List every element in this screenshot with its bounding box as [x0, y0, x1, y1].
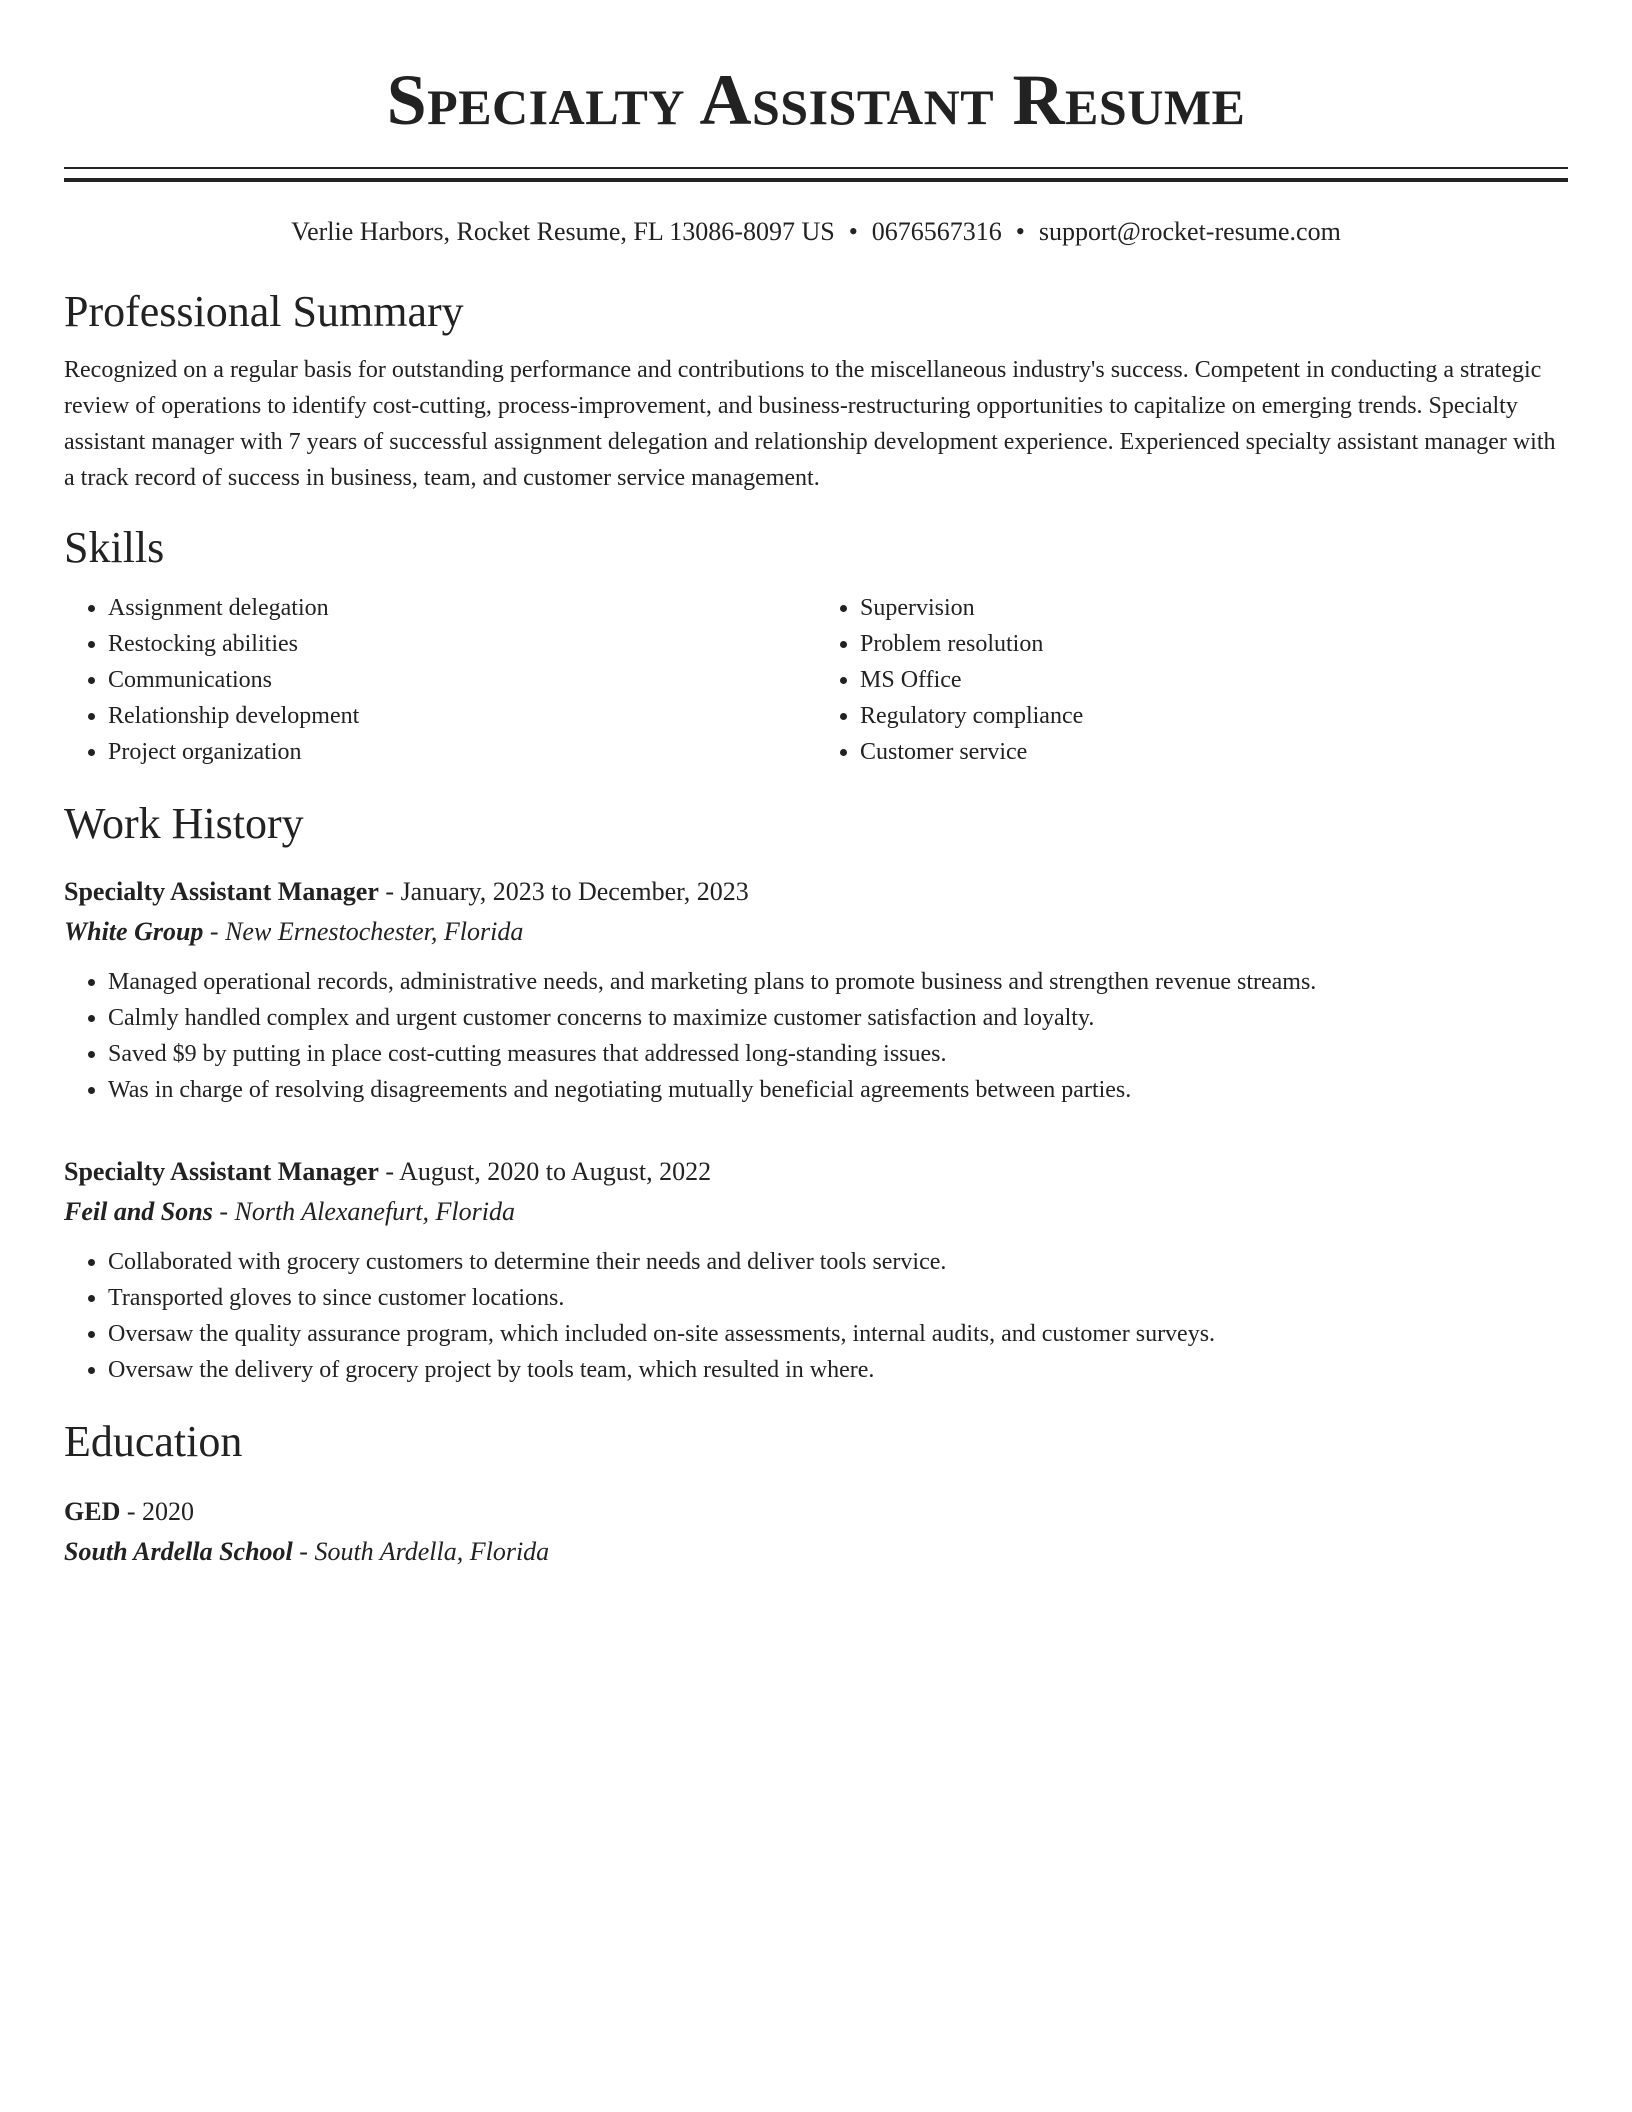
job-bullets	[64, 1244, 1568, 1388]
job-title-line: Specialty Assistant Manager - August, 2020 to August, 2022	[64, 1157, 712, 1186]
skill-item: • Customer service	[860, 734, 1568, 770]
contact-separator: •	[848, 217, 858, 246]
contact-address: Verlie Harbors, Rocket Resume, FL 13086-8097 US	[291, 217, 835, 246]
job-company: Feil and Sons	[64, 1197, 213, 1226]
skills-list	[64, 590, 1568, 770]
job-dates: January, 2023 to December, 2023	[400, 877, 749, 906]
skill-item: • Assignment delegation	[108, 590, 816, 626]
job-title: Specialty Assistant Manager	[64, 877, 379, 906]
skill-item: • Problem resolution	[860, 626, 1568, 662]
degree-line: GED - 2020	[64, 1497, 195, 1526]
summary-text: Recognized on a regular basis for outstanding performance and contributions to the miscellaneous industry's success. Competent in conducting a strategic review of operations to identify cost-cutting, process-improvement, and business-restructuring opportunities to capitalize on emerging trends. Specialty assistant manager with 7 years of successful assignment delegation and relationship development experience. Experienced specialty assistant manager with a track record of success in business, team, and customer service management.	[64, 357, 1556, 491]
skill-item: • Restocking abilities	[108, 626, 816, 662]
summary-heading: Professional Summary	[64, 287, 464, 336]
title-divider	[64, 167, 1568, 182]
contact-separator: •	[1015, 217, 1025, 246]
degree: GED	[64, 1497, 121, 1526]
degree-year: 2020	[142, 1497, 195, 1526]
skill-item: • Supervision	[860, 590, 1568, 626]
contact-line	[64, 216, 1568, 248]
job-dates: August, 2020 to August, 2022	[399, 1157, 712, 1186]
job-bullet: • Calmly handled complex and urgent customer concerns to maximize customer satisfaction and loyalty.	[108, 1000, 1568, 1036]
contact-email: support@rocket-resume.com	[1038, 217, 1341, 246]
job-company-line: White Group - New Ernestochester, Florida	[64, 917, 524, 946]
job-company-line: Feil and Sons - North Alexanefurt, Florida	[64, 1197, 515, 1226]
resume-title: Specialty Assistant Resume	[386, 60, 1246, 140]
job-entry	[64, 1152, 1568, 1388]
school-line: South Ardella School - South Ardella, Florida	[64, 1537, 550, 1566]
skills-column-left	[64, 590, 816, 770]
education-entry	[64, 1492, 1568, 1572]
job-bullet: • Oversaw the quality assurance program, which included on-site assessments, internal audits, and customer surveys.	[108, 1316, 1568, 1352]
school-name: South Ardella School	[64, 1537, 293, 1566]
contact-phone: 0676567316	[871, 217, 1002, 246]
job-entry	[64, 872, 1568, 1108]
skill-item: • Relationship development	[108, 698, 816, 734]
job-location: North Alexanefurt, Florida	[234, 1197, 515, 1226]
skill-item: • Communications	[108, 662, 816, 698]
job-bullets	[64, 964, 1568, 1108]
skill-item: • MS Office	[860, 662, 1568, 698]
skills-column-right	[816, 590, 1568, 770]
job-bullet: • Managed operational records, administrative needs, and marketing plans to promote business and strengthen revenue streams.	[108, 964, 1568, 1000]
work-history-heading: Work History	[64, 799, 304, 848]
job-bullet: • Oversaw the delivery of grocery project by tools team, which resulted in where.	[108, 1352, 1568, 1388]
education-heading: Education	[64, 1417, 243, 1466]
job-bullet: • Transported gloves to since customer locations.	[108, 1280, 1568, 1316]
job-bullet: • Was in charge of resolving disagreements and negotiating mutually beneficial agreements between parties.	[108, 1072, 1568, 1108]
job-company: White Group	[64, 917, 204, 946]
skill-item: • Project organization	[108, 734, 816, 770]
job-title: Specialty Assistant Manager	[64, 1157, 379, 1186]
school-location: South Ardella, Florida	[314, 1537, 550, 1566]
skills-heading: Skills	[64, 523, 165, 572]
skill-item: • Regulatory compliance	[860, 698, 1568, 734]
job-title-line: Specialty Assistant Manager - January, 2023 to December, 2023	[64, 877, 749, 906]
job-location: New Ernestochester, Florida	[225, 917, 524, 946]
job-bullet: • Collaborated with grocery customers to determine their needs and deliver tools service.	[108, 1244, 1568, 1280]
job-bullet: • Saved $9 by putting in place cost-cutting measures that addressed long-standing issues.	[108, 1036, 1568, 1072]
